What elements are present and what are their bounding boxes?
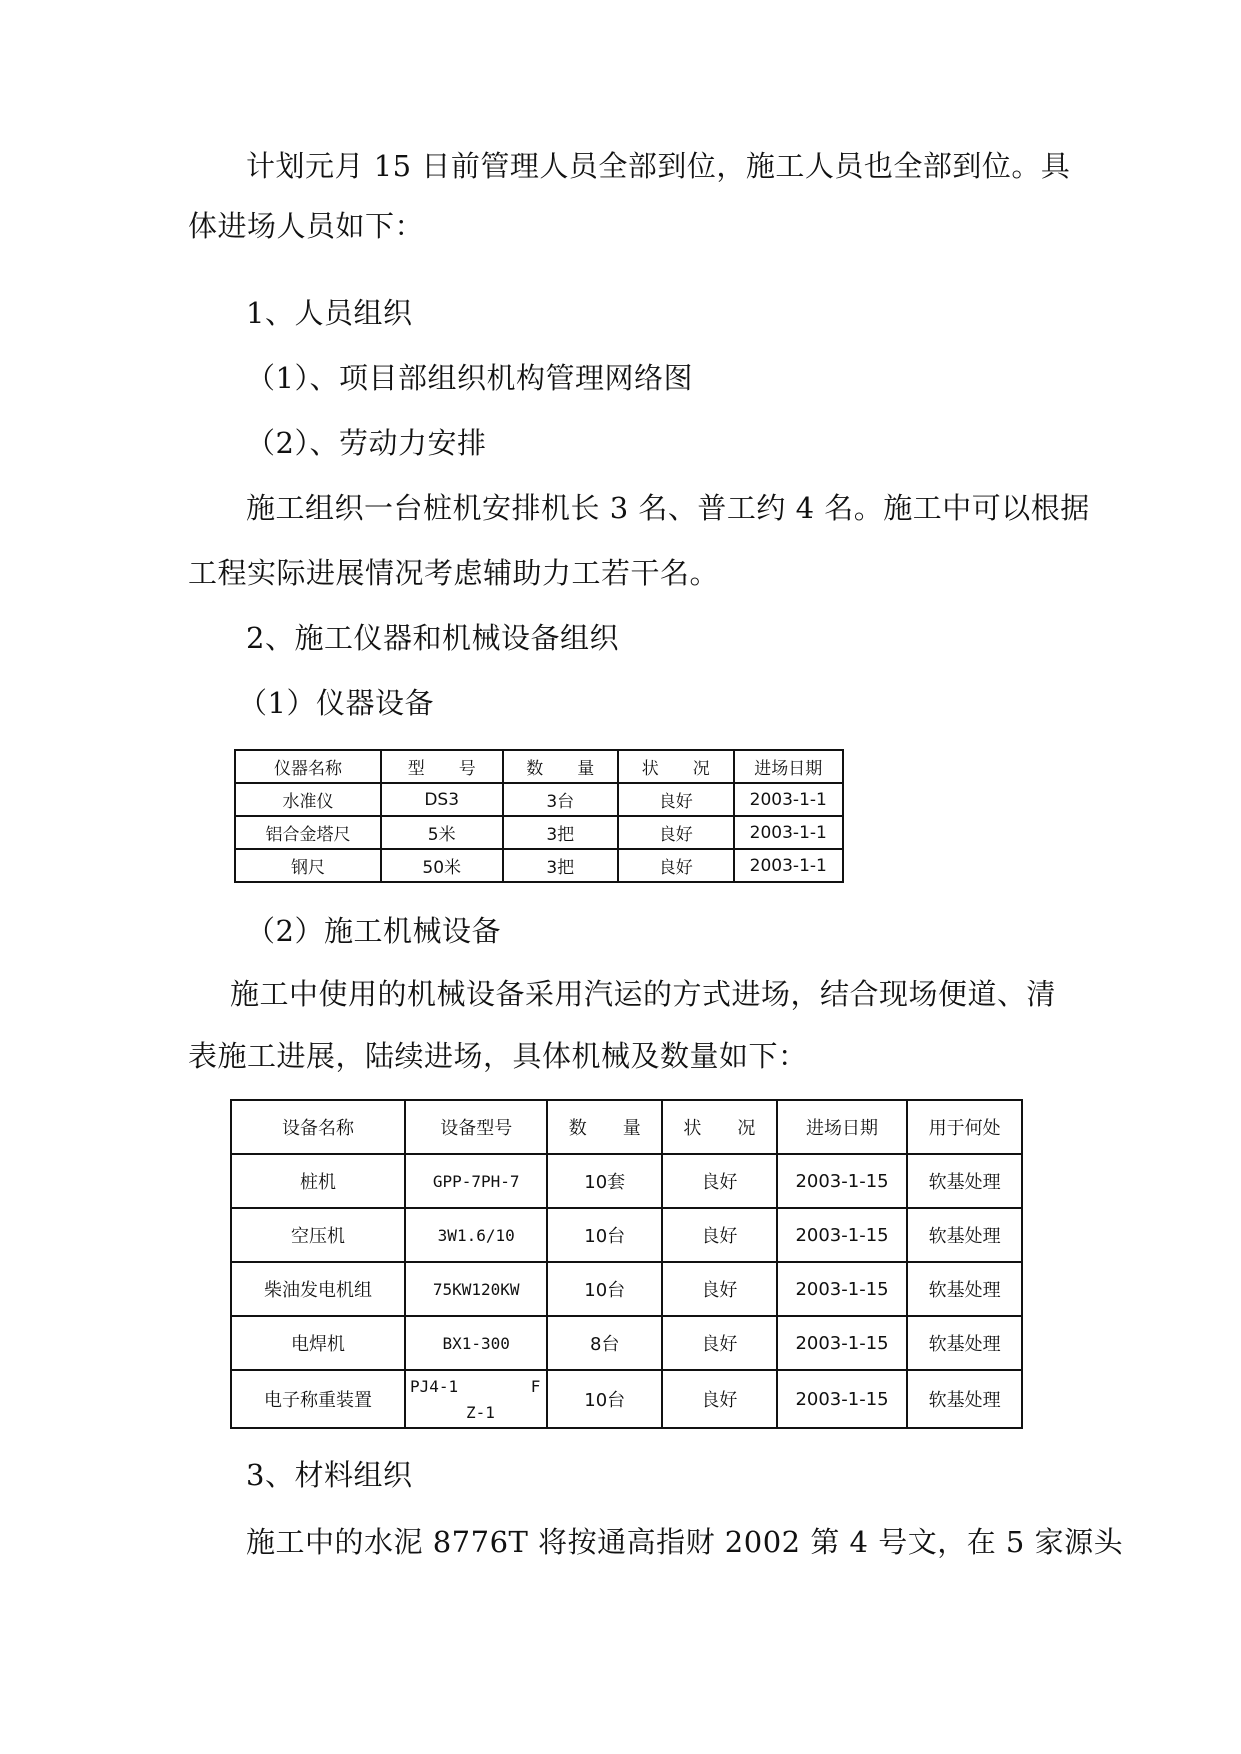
table-cell: 良好 (662, 1208, 777, 1262)
table-header-cell: 数 量 (503, 750, 619, 783)
table-cell: 钢尺 (235, 849, 381, 882)
table-cell: 铝合金塔尺 (235, 816, 381, 849)
table-cell: 软基处理 (907, 1262, 1022, 1316)
model-split-cell (406, 1371, 546, 1427)
model-part: Z-1 (466, 1403, 495, 1422)
table-cell: 水准仪 (235, 783, 381, 816)
table-cell: 桩机 (231, 1154, 405, 1208)
table-row (231, 1262, 1022, 1316)
table-cell: 软基处理 (907, 1370, 1022, 1428)
table-cell: 3把 (503, 849, 619, 882)
table-header-cell: 状 况 (662, 1100, 777, 1154)
table-cell: GPP-7PH-7 (405, 1154, 547, 1208)
table-cell: 良好 (662, 1316, 777, 1370)
table-cell: DS3 (381, 783, 503, 816)
paragraph-line: 施工中使用的机械设备采用汽运的方式进场，结合现场便道、清 (230, 977, 1057, 1011)
table-row (235, 783, 843, 816)
table-cell: 软基处理 (907, 1316, 1022, 1370)
paragraph-line: 计划元月 15 日前管理人员全部到位，施工人员也全部到位。具 (246, 149, 1071, 183)
table-row (235, 816, 843, 849)
table-cell: 10套 (547, 1154, 662, 1208)
subsection-heading: （1）仪器设备 (238, 686, 434, 720)
table-cell: 2003-1-15 (777, 1154, 908, 1208)
paragraph-line: 工程实际进展情况考虑辅助力工若干名。 (188, 556, 720, 590)
table-cell: 75KW120KW (405, 1262, 547, 1316)
table-header-row (235, 750, 843, 783)
table-cell: 2003-1-15 (777, 1262, 908, 1316)
table-cell: 良好 (618, 783, 734, 816)
paragraph-line: 施工中的水泥 8776T 将按通高指财 2002 第 4 号文，在 5 家源头 (246, 1525, 1124, 1559)
table-cell: 电焊机 (231, 1316, 405, 1370)
table-header-cell: 状 况 (618, 750, 734, 783)
table-cell: 3台 (503, 783, 619, 816)
table-header-cell: 设备型号 (405, 1100, 547, 1154)
table-header-cell: 进场日期 (734, 750, 843, 783)
table-cell: 软基处理 (907, 1208, 1022, 1262)
table-cell: 2003-1-1 (734, 816, 843, 849)
subsection-heading: （2）施工机械设备 (246, 914, 501, 948)
table-cell: 2003-1-1 (734, 849, 843, 882)
table-cell (405, 1370, 547, 1428)
table-cell: 良好 (662, 1262, 777, 1316)
table-header-row (231, 1100, 1022, 1154)
paragraph-line: 施工组织一台桩机安排机长 3 名、普工约 4 名。施工中可以根据 (246, 491, 1090, 525)
paragraph-line: 表施工进展，陆续进场，具体机械及数量如下： (188, 1039, 808, 1073)
table-row (231, 1316, 1022, 1370)
table-cell: 良好 (662, 1154, 777, 1208)
table-cell: 3W1.6/10 (405, 1208, 547, 1262)
table-header-cell: 用于何处 (907, 1100, 1022, 1154)
table-cell: 2003-1-15 (777, 1370, 908, 1428)
table-cell: 良好 (662, 1370, 777, 1428)
table-cell: 3把 (503, 816, 619, 849)
table-cell: 软基处理 (907, 1154, 1022, 1208)
section-heading: 3、材料组织 (246, 1458, 413, 1492)
machinery-table (230, 1099, 1023, 1429)
model-part: PJ4-1 (410, 1377, 459, 1396)
table-cell: 良好 (618, 816, 734, 849)
table-cell: 电子称重装置 (231, 1370, 405, 1428)
table-cell: 2003-1-1 (734, 783, 843, 816)
table-cell: BX1-300 (405, 1316, 547, 1370)
table-cell: 2003-1-15 (777, 1208, 908, 1262)
instrument-table (234, 749, 844, 883)
table-row (231, 1208, 1022, 1262)
table-cell: 10台 (547, 1370, 662, 1428)
table-header-cell: 仪器名称 (235, 750, 381, 783)
table-cell: 柴油发电机组 (231, 1262, 405, 1316)
table-cell: 10台 (547, 1262, 662, 1316)
table-header-cell: 数 量 (547, 1100, 662, 1154)
table-cell: 10台 (547, 1208, 662, 1262)
table-row (231, 1370, 1022, 1428)
table-header-cell: 进场日期 (777, 1100, 908, 1154)
model-part: F (530, 1377, 541, 1396)
table-header-cell: 设备名称 (231, 1100, 405, 1154)
section-heading: 1、人员组织 (246, 296, 413, 330)
section-heading: 2、施工仪器和机械设备组织 (246, 621, 619, 655)
paragraph-line: 体进场人员如下： (188, 209, 425, 243)
table-cell: 8台 (547, 1316, 662, 1370)
table-cell: 良好 (618, 849, 734, 882)
table-cell: 空压机 (231, 1208, 405, 1262)
subsection-heading: （2）、劳动力安排 (246, 426, 487, 460)
subsection-heading: （1）、项目部组织机构管理网络图 (246, 361, 693, 395)
table-cell: 2003-1-15 (777, 1316, 908, 1370)
table-row (235, 849, 843, 882)
table-cell: 50米 (381, 849, 503, 882)
table-header-cell: 型 号 (381, 750, 503, 783)
table-row (231, 1154, 1022, 1208)
table-cell: 5米 (381, 816, 503, 849)
